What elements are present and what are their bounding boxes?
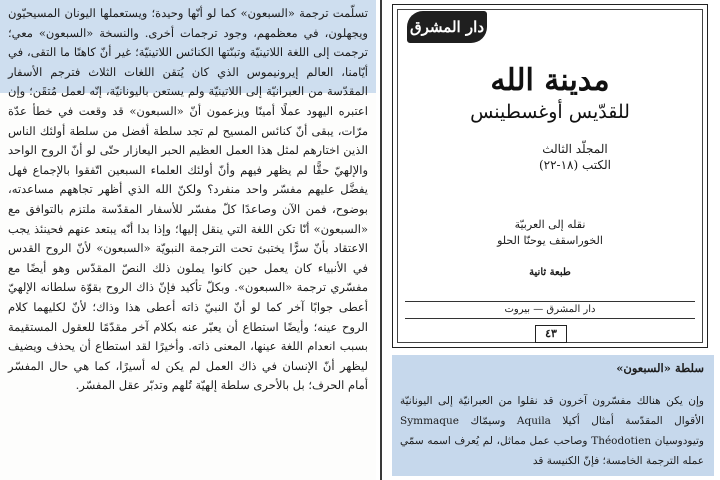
book-title: مدينة الله <box>490 63 610 98</box>
excerpt-text: وإن يكن هنالك مفسّرون آخرون قد نقلوا من العبرانيّة إلى اليونانيّة الأقوال المقدّسة أمثال أكيلا Aquila وسيمّاك Symmaque وتيودوسيان Théodotien وصاحب عمل مماثل، لم يُعرف اسمه سمّي عمله الترجمة الخامسة؛ فإنّ الكنيسة قد <box>400 395 704 467</box>
edition-label: طبعة ثانية <box>529 267 571 278</box>
right-page <box>384 0 720 480</box>
book-cover <box>392 4 708 348</box>
translator-name: الخوراسقف يوحنّا الحلو <box>497 234 603 247</box>
cover-frame <box>397 9 703 343</box>
publisher-line: دار المشرق — بيروت <box>405 301 695 319</box>
excerpt-box <box>392 355 714 476</box>
page-divider <box>380 0 382 480</box>
paragraph: تسلّمت ترجمة «السبعون» كما لو أنّها وحيدة؛ ويستعملها اليونان المسيحيّون ويجهلون، في معظمهم، وجود ترجمات أخرى. والنسخة «السبعون» معي؛ ترجمت إلى اللغة اللاتينيّة وتبنّتها الكنائس اللاتينيّة؛ غير أنّ كاهنًا ما التقى، في أيّامنا، العالم إيرونيموس الذي كان يُتقن اللغات الثلاث فترجم الأسفار المقدّسة من العبرانيّة إلى اللاتينيّة ولم يستعن باليونانيّة، إنّه لعمل مُتقَن؛ وإن اعتبره اليهود عملًا أمينًا ويزعمون أنّ «السبعون» قد وقعت في خطأ عدّة مرّات، يبقى أنّ كنائس المسيح لم تجد سلطة أفضل من سلطة أولئك الناس الذين اختارهم لمثل هذا العمل العظيم الحبر اليعازار حتّى لو أنّ الروح الواحد والإلهيّ حقًّا لم يظهر فيهم وأنّ أولئك العلماء السبعين اتّفقوا بالإجماع فهل يفضَّل عليهم مفسّر واحد منفرد؟ ولكنّ الله الذي أظهر تجاههم مساعدته، بوضوح، فمن الآن وصاعدًا كلّ مفسّر للأسفار المقدّسة ملتزم بالتوافق مع «السبعون» أنّا تكن اللغة التي ينقل إليها؛ وإذا بدا أنّه يبتعد عنهم فحينئذ يجب الاعتقاد بأنّ سرًّا يختبئ تحت الترجمة النبويّة «السبعون» لأنّ الروح القدس في الأنبياء كان يعمل حين كانوا يملون ذلك النصّ المقدّس وهو أيضًا مع مفسّري ترجمة «السبعون». وبكلّ تأكيد فإنّ ذاك الروح بقوّة سلطانه الإلهيّ أعطى جوابًا آخر كما لو أنّ النبيّ ذاته أعطى هذا وذاك؛ لأنّ لكليهما كلام الروح عينه؛ وأيضًا استطاع أن يعبّر عنه بكلام آخر مقدّمًا للعقول المستقيمة بسبب انعدام اللغة عينها، المعنى ذاته. وأخيرًا لقد استطاع أن يحذف ويضيف ليظهر أنّ الإنسان في ذاك العمل لم يكن له أسيرًا، كما هي حال المفسّر أمام الحرف؛ بل بالأحرى سلطة إلهيّة تُلهم وتدبّر عقل المفسّر. <box>8 6 368 393</box>
translation-label: نقله إلى العربيّة <box>514 218 586 231</box>
volume-label: المجلّد الثالث <box>542 142 608 156</box>
volume-info <box>539 141 611 173</box>
publisher-logo <box>407 11 487 43</box>
series-number-badge: ٤٣ <box>535 325 567 343</box>
excerpt-heading: سلطة «السبعون» <box>616 361 704 375</box>
books-range: الكتب (١٨-٢٢) <box>538 158 611 172</box>
translation-info <box>393 217 707 249</box>
body-text <box>8 4 368 396</box>
book-subtitle: للقدّيس أوغسطينس <box>470 101 630 123</box>
publisher-logo-text: دار المشرق <box>409 18 485 36</box>
